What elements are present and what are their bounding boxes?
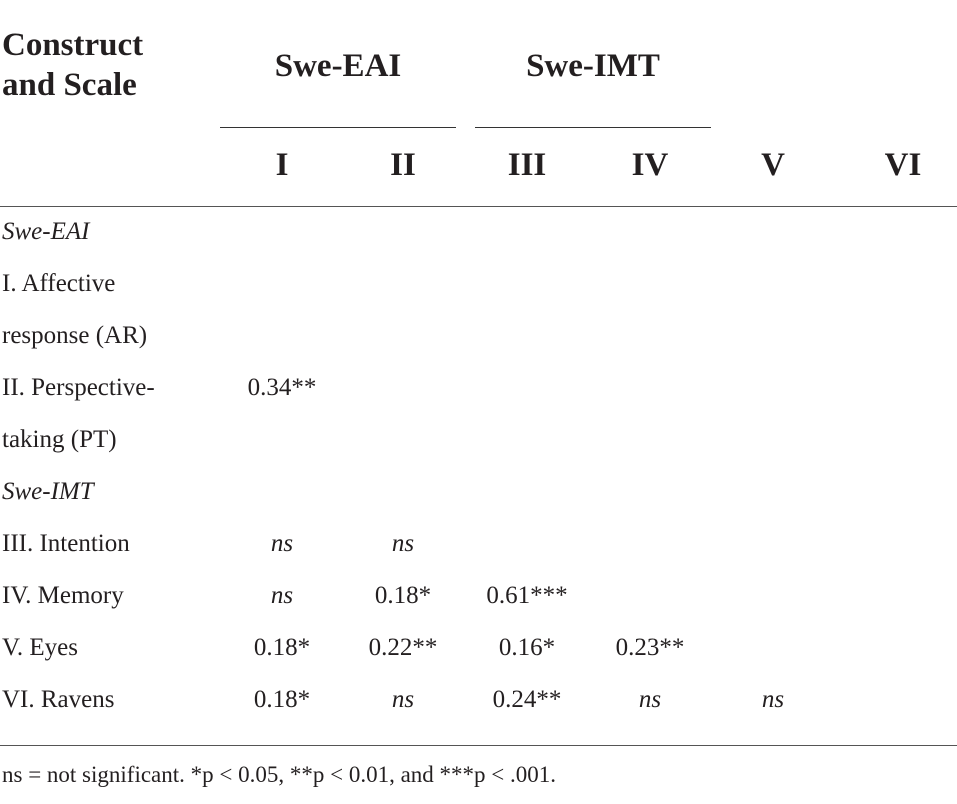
table-row	[0, 570, 957, 622]
row-label: I. Affective	[2, 270, 116, 297]
table-cell: 0.61***	[486, 582, 568, 609]
table-row	[0, 310, 957, 362]
table-cell: 0.23**	[615, 634, 685, 661]
table-row	[0, 414, 957, 466]
row-label: IV. Memory	[2, 582, 124, 609]
row-label: II. Perspective-	[2, 374, 155, 401]
table-row	[0, 362, 957, 414]
group-header-swe-eai: Swe-EAI	[274, 48, 402, 84]
table-cell: 0.18*	[253, 634, 311, 661]
column-header-iii: III	[507, 147, 547, 183]
column-header-ii: II	[390, 147, 416, 183]
table-cell: ns	[270, 582, 294, 609]
table-bottom-rule	[0, 745, 957, 746]
table-cell: 0.24**	[492, 686, 562, 713]
row-label: taking (PT)	[2, 426, 117, 453]
table-row	[0, 674, 957, 726]
row-label: response (AR)	[2, 322, 148, 349]
row-label: V. Eyes	[2, 634, 78, 661]
group-underline-imt	[475, 127, 711, 128]
table-cell: 0.18*	[253, 686, 311, 713]
row-label: Swe-IMT	[2, 478, 94, 505]
table-cell: 0.22**	[368, 634, 438, 661]
table-note: ns = not significant. *p < 0.05, **p < 0.01, and ***p < .001.	[2, 762, 557, 787]
table-cell: ns	[638, 686, 662, 713]
row-label: VI. Ravens	[2, 686, 115, 713]
table-cell: ns	[391, 686, 415, 713]
row-label: Swe-EAI	[2, 218, 90, 245]
column-header-vi: VI	[884, 147, 922, 183]
construct-header: Construct and Scale	[2, 27, 144, 103]
column-header-i: I	[275, 147, 289, 183]
column-header-iv: IV	[631, 147, 669, 183]
table-cell: 0.16*	[498, 634, 556, 661]
column-header-v: V	[761, 147, 785, 183]
group-underline-eai	[220, 127, 456, 128]
row-label: III. Intention	[2, 530, 130, 557]
table-cell: ns	[761, 686, 785, 713]
table-row	[0, 206, 957, 258]
table-cell: ns	[391, 530, 415, 557]
table-row	[0, 622, 957, 674]
table-row	[0, 518, 957, 570]
table-cell: ns	[270, 530, 294, 557]
table-row	[0, 258, 957, 310]
table-row	[0, 466, 957, 518]
table-cell: 0.34**	[247, 374, 317, 401]
group-header-swe-imt: Swe-IMT	[526, 48, 660, 84]
table-cell: 0.18*	[374, 582, 432, 609]
